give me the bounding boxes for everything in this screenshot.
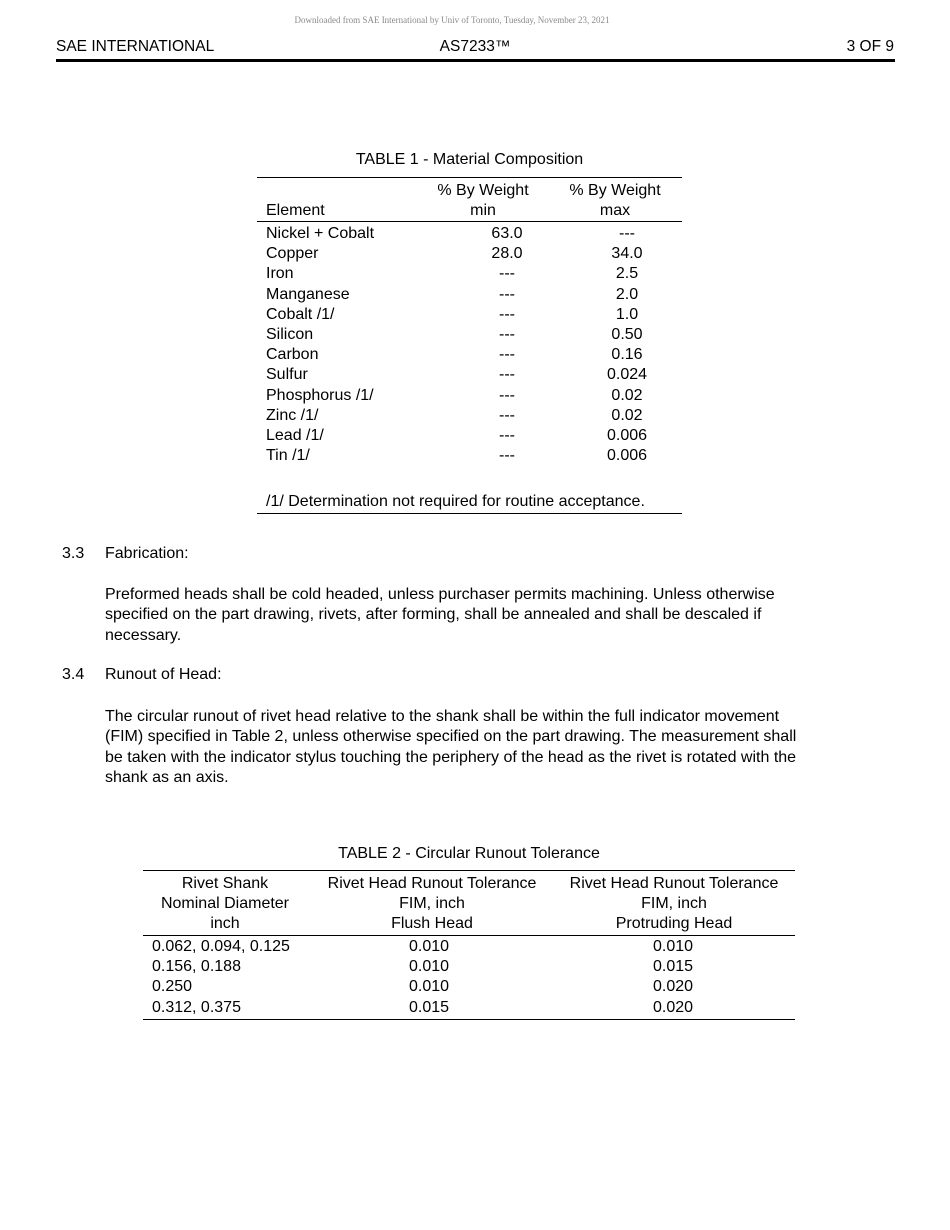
table-cell: Lead /1/ xyxy=(266,427,324,445)
table-cell: Tin /1/ xyxy=(266,447,310,465)
table-cell: Carbon xyxy=(266,346,319,364)
table-cell: 0.015 xyxy=(652,958,694,976)
table1-top-rule xyxy=(257,177,682,178)
table1-header-rule xyxy=(257,221,682,222)
section-3-4-line: The circular runout of rivet head relative to the shank shall be within the full indicator movement xyxy=(105,708,780,725)
section-3-4-number: 3.4 xyxy=(62,666,85,683)
table-cell: 0.250 xyxy=(152,978,193,996)
table2-header-shank-line: inch xyxy=(210,915,240,933)
table-cell: Iron xyxy=(266,265,294,283)
table-row xyxy=(143,957,795,977)
table1-bottom-rule xyxy=(257,513,682,514)
header-rule xyxy=(56,59,895,62)
download-watermark: Downloaded from SAE International by Univ of Toronto, Tuesday, November 23, 2021 xyxy=(294,15,610,25)
table2-header-protruding xyxy=(553,874,795,935)
table-cell: 0.02 xyxy=(611,386,643,404)
table-cell: --- xyxy=(499,366,515,384)
table-cell: 0.010 xyxy=(408,938,450,955)
section-3-4-line: (FIM) specified in Table 2, unless otherwise specified on the part drawing. The measurement shall xyxy=(105,728,797,746)
table-row xyxy=(257,345,682,365)
table-cell: 0.015 xyxy=(408,998,450,1016)
table-cell: --- xyxy=(499,285,515,303)
table-cell: 0.062, 0.094, 0.125 xyxy=(152,938,290,955)
section-3-3-body xyxy=(105,585,885,646)
header-organization: SAE INTERNATIONAL xyxy=(56,38,215,55)
table-cell: --- xyxy=(499,427,515,445)
section-3-3-title: Fabrication: xyxy=(105,545,189,562)
table-row xyxy=(257,285,682,305)
table2-header-shank-line: Nominal Diameter xyxy=(160,895,290,913)
table-cell: Cobalt /1/ xyxy=(266,305,335,323)
table-cell: Copper xyxy=(266,245,319,263)
header-document-id: AS7233™ xyxy=(439,38,511,55)
table-row xyxy=(257,406,682,426)
table1-body xyxy=(257,224,682,466)
table-cell: Silicon xyxy=(266,326,314,344)
section-3-3-line: specified on the part drawing, rivets, after forming, shall be annealed and shall be descaled if xyxy=(105,606,762,624)
table1-header-max-bottom: max xyxy=(599,202,631,219)
table-cell: 0.312, 0.375 xyxy=(152,998,241,1016)
table-row xyxy=(257,224,682,244)
table-cell: --- xyxy=(499,326,515,344)
table-cell: 0.006 xyxy=(606,427,648,445)
table2-top-rule xyxy=(143,870,795,871)
section-3-3-line: necessary. xyxy=(105,626,182,644)
table2-header-shank-line: Rivet Shank xyxy=(181,875,269,892)
section-3-4-title: Runout of Head: xyxy=(105,666,222,683)
table-cell: 0.024 xyxy=(606,366,648,384)
table-cell: Sulfur xyxy=(266,366,308,384)
section-3-3-line: Preformed heads shall be cold headed, unless purchaser permits machining. Unless otherwise xyxy=(105,586,775,603)
table-row xyxy=(257,365,682,385)
table1-header-min-top: % By Weight xyxy=(437,182,529,199)
table-cell: 2.5 xyxy=(615,265,639,283)
table2-caption: TABLE 2 - Circular Runout Tolerance xyxy=(338,845,600,862)
table-cell: Zinc /1/ xyxy=(266,406,319,424)
table1-header-min-bottom: min xyxy=(470,202,496,219)
table-row xyxy=(143,937,795,957)
table-cell: 0.006 xyxy=(606,447,648,465)
table-row xyxy=(257,244,682,264)
table-cell: 34.0 xyxy=(611,245,643,263)
table2-header-flush xyxy=(307,874,557,935)
section-3-3-number: 3.3 xyxy=(62,545,85,562)
table-cell: 0.020 xyxy=(652,998,694,1016)
table-cell: 0.020 xyxy=(652,978,694,996)
table-cell: Manganese xyxy=(266,285,350,303)
table-cell: 0.16 xyxy=(611,346,643,364)
section-3-4-line: shank as an axis. xyxy=(105,768,229,786)
table2-header-protruding-line: FIM, inch xyxy=(641,895,707,913)
table2-header-protruding-line: Protruding Head xyxy=(615,915,733,933)
table2-header-flush-line: FIM, inch xyxy=(399,895,465,913)
table-row xyxy=(257,325,682,345)
table-cell: Nickel + Cobalt xyxy=(266,225,375,242)
table-row xyxy=(257,386,682,406)
table-cell: 0.156, 0.188 xyxy=(152,958,241,976)
table-row xyxy=(143,977,795,997)
table-cell: Phosphorus /1/ xyxy=(266,386,374,404)
table-cell: --- xyxy=(499,265,515,283)
table-cell: 0.010 xyxy=(652,938,694,955)
table-cell: --- xyxy=(499,406,515,424)
table-row xyxy=(257,426,682,446)
table2-header-rule xyxy=(143,935,795,936)
table-cell: 0.02 xyxy=(611,406,643,424)
table-cell: 0.010 xyxy=(408,978,450,996)
table-cell: 0.50 xyxy=(611,326,643,344)
table-cell: 1.0 xyxy=(615,305,639,323)
table-cell: 63.0 xyxy=(491,225,523,242)
table-row xyxy=(257,446,682,466)
table-row xyxy=(257,305,682,325)
table2-bottom-rule xyxy=(143,1019,795,1020)
table-row xyxy=(257,264,682,284)
section-3-4-body xyxy=(105,707,885,788)
table-cell: 2.0 xyxy=(615,285,639,303)
table1-footnote: /1/ Determination not required for routine acceptance. xyxy=(266,493,645,510)
table2-header-flush-line: Flush Head xyxy=(391,915,473,933)
table-cell: 0.010 xyxy=(408,958,450,976)
table1-caption: TABLE 1 - Material Composition xyxy=(355,151,584,168)
table1-header-max-top: % By Weight xyxy=(569,182,661,199)
table-cell: --- xyxy=(619,225,635,242)
table2-header-flush-line: Rivet Head Runout Tolerance xyxy=(327,875,537,892)
table-row xyxy=(143,998,795,1018)
table-cell: --- xyxy=(499,447,515,465)
table-cell: --- xyxy=(499,386,515,404)
table-cell: 28.0 xyxy=(491,245,523,263)
table2-header-shank xyxy=(143,874,307,935)
table1-header-element: Element xyxy=(266,202,325,219)
header-page-number: 3 OF 9 xyxy=(846,38,894,55)
table2-body xyxy=(143,937,795,1018)
table-cell: --- xyxy=(499,346,515,364)
table2-header-protruding-line: Rivet Head Runout Tolerance xyxy=(569,875,779,892)
table-cell: --- xyxy=(499,305,515,323)
section-3-4-line: be taken with the indicator stylus touching the periphery of the head as the rivet is rotated with the xyxy=(105,748,797,766)
